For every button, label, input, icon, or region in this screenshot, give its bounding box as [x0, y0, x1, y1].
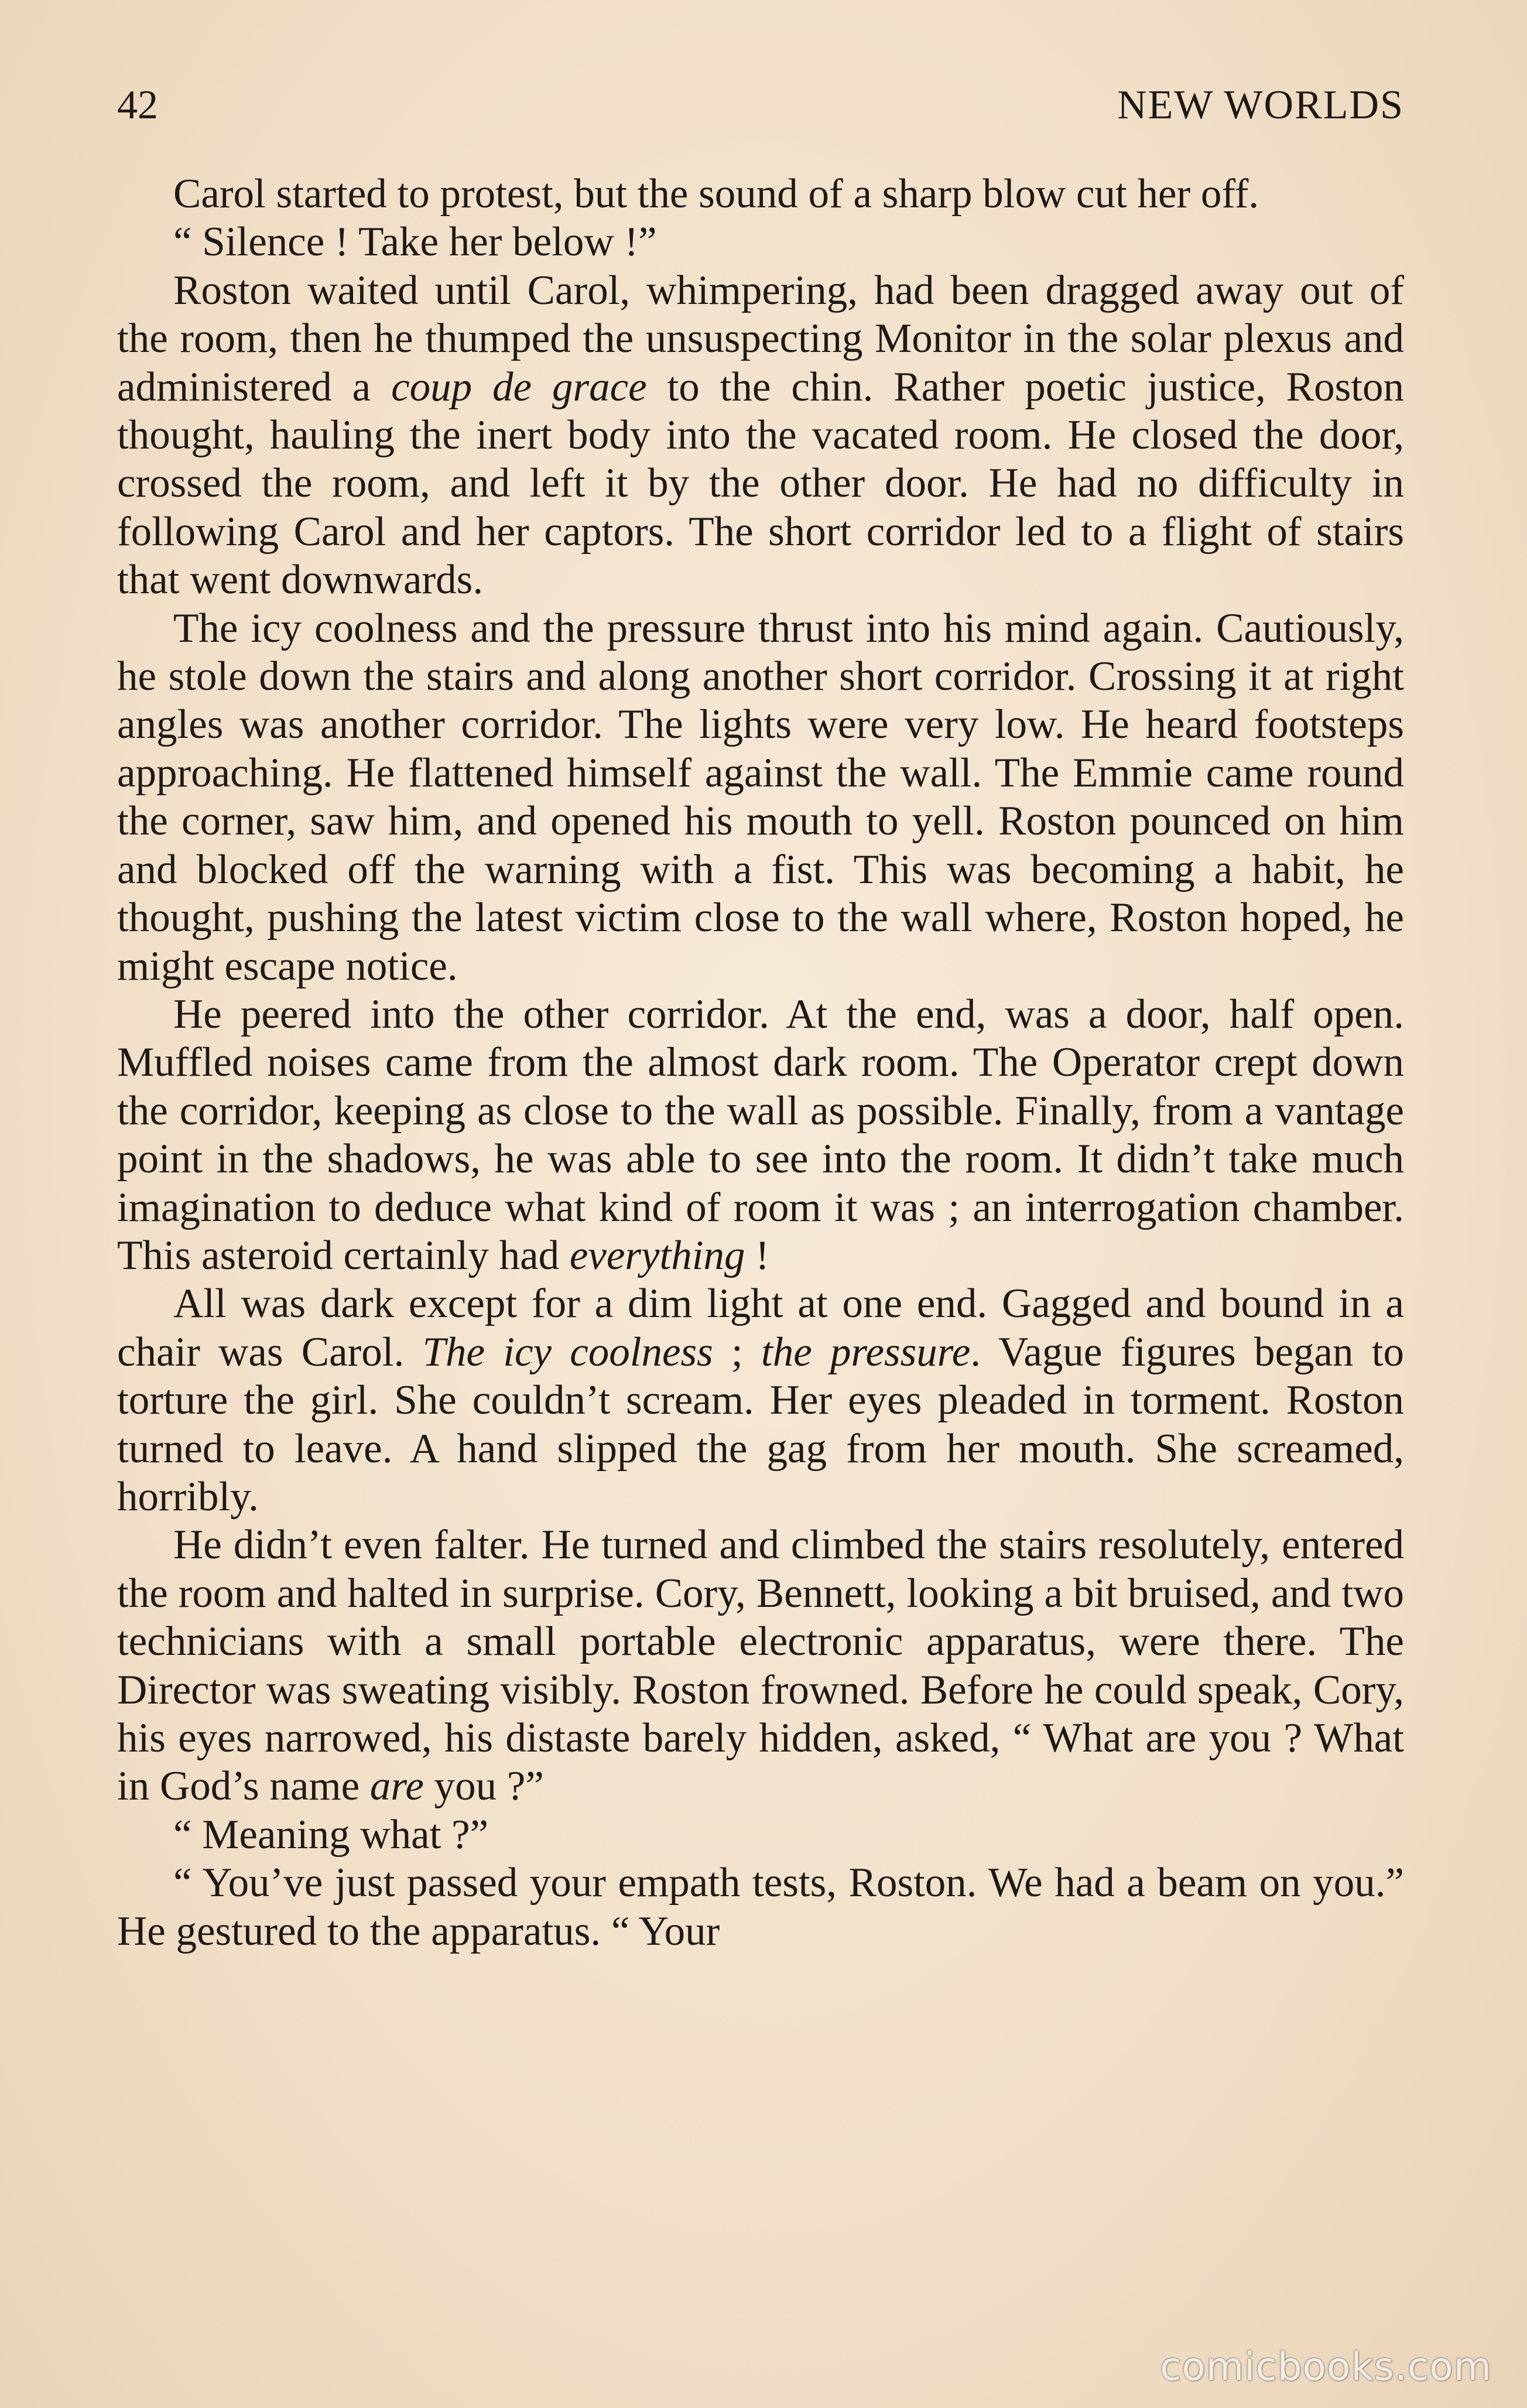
- book-page: [117, 0, 1404, 2408]
- text-run: !: [745, 1232, 769, 1278]
- text-run: Roston waited until Carol, whimpering, had been dragged away out of the room, then he thumped the unsuspecting Monitor in the solar plexus and administered a: [117, 267, 1404, 410]
- running-head: NEW WORLDS: [1117, 83, 1404, 128]
- paragraph: [117, 1521, 1404, 1810]
- paragraph: [117, 1859, 1404, 1955]
- text-run: He peered into the other corridor. At the end, was a door, half open. Muffled noises came from the almost dark room. The Operator crept down the corridor, keeping as close to the wall as possible. Finally, from a vantage point in the shadows, he was able to see into the room. It didn’t take much imagination to deduce what kind of room it was ; an interrogation chamber. This asteroid certainly had: [117, 991, 1404, 1278]
- italic-text: are: [369, 1763, 424, 1810]
- text-run: ;: [713, 1329, 761, 1375]
- text-run: “ You’ve just passed your empath tests, Roston. We had a beam on you.” He gestured to the apparatus. “ Your: [117, 1860, 1404, 1954]
- paragraph: [117, 218, 1404, 266]
- text-run: All was dark except for a dim light at one end. Gagged and bound in a chair was Carol.: [117, 1281, 1404, 1375]
- italic-text: the pressure: [761, 1329, 971, 1375]
- paragraph: [117, 604, 1404, 990]
- text-run: you ?”: [423, 1763, 544, 1810]
- text-run: The icy coolness and the pressure thrust into his mind again. Cautiously, he stole down the stairs and along another short corridor. Crossing it at right angles was another corridor. The lights were very low. He heard footsteps approaching. He flattened himself against the wall. The Emmie came round the corner, saw him, and opened his mouth to yell. Roston pounced on him and blocked off the warning with a fist. This was becoming a habit, he thought, pushing the latest victim close to the wall where, Roston hoped, he might escape notice.: [117, 605, 1404, 989]
- text-run: “ Silence ! Take her below !”: [173, 219, 657, 265]
- body-text: [117, 170, 1404, 1955]
- paragraph: [117, 1280, 1404, 1521]
- text-run: “ Meaning what ?”: [173, 1811, 489, 1858]
- paragraph: [117, 170, 1404, 218]
- italic-text: The icy coolness: [422, 1329, 713, 1375]
- text-run: . Vague figures began to torture the girl. She couldn’t scream. Her eyes pleaded in torment. Roston turned to leave. A hand slipped the gag from her mouth. She screamed, horribly.: [117, 1329, 1404, 1520]
- paragraph: [117, 266, 1404, 604]
- italic-text: coup de grace: [391, 364, 647, 410]
- text-run: Carol started to protest, but the sound of a sharp blow cut her off.: [173, 171, 1259, 217]
- italic-text: everything: [569, 1232, 745, 1278]
- watermark: comicbooks.com: [1160, 2344, 1492, 2389]
- paragraph: [117, 1811, 1404, 1859]
- page-number: 42: [117, 83, 158, 128]
- text-run: He didn’t even falter. He turned and climbed the stairs resolutely, entered the room and halted in surprise. Cory, Bennett, looking a bit bruised, and two technicians with a small portable electronic apparatus, were there. The Director was sweating visibly. Roston frowned. Before he could speak, Cory, his eyes narrowed, his distaste barely hidden, asked, “ What are you ? What in God’s name: [117, 1522, 1404, 1810]
- paragraph: [117, 990, 1404, 1280]
- text-run: to the chin. Rather poetic justice, Roston thought, hauling the inert body into the vacated room. He closed the door, crossed the room, and left it by the other door. He had no difficulty in following Carol and her captors. The short corridor led to a flight of stairs that went downwards.: [117, 364, 1405, 603]
- page-header: [117, 76, 1404, 135]
